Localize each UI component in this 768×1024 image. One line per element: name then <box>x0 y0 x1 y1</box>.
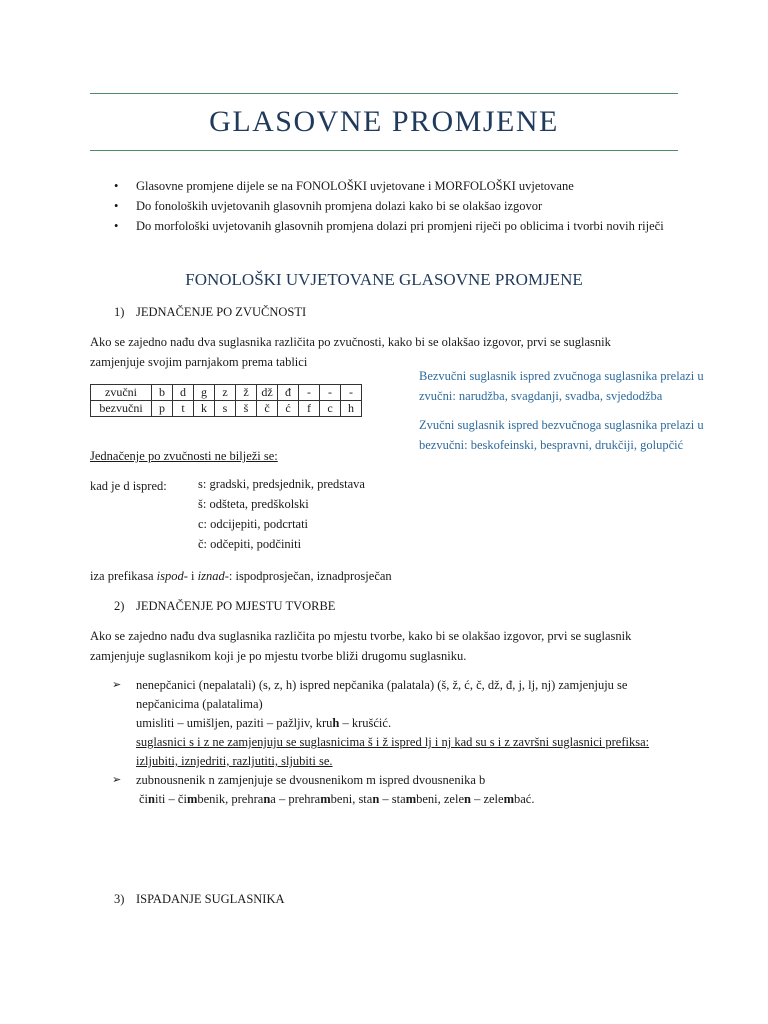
prefix-line: iza prefikasa ispod- i iznad-: ispodprosječan, iznadprosječan <box>90 569 392 583</box>
section-1-text-line-2: zamjenjuje svojim parnjakom prema tablici <box>90 355 308 369</box>
example-segment: či <box>139 792 149 806</box>
section-1-text-line-1: Ako se zajedno nađu dva suglasnika različita po zvučnosti, kako bi se olakšao izgovor, prvi se suglasnik <box>90 335 611 349</box>
example-segment: m <box>405 792 417 806</box>
section-2-heading: 2) JEDNAČENJE PO MJESTU TVORBE <box>114 599 336 613</box>
section-2-text-line-1: Ako se zajedno nađu dva suglasnika različita po mjestu tvorbe, kako bi se olakšao izgovor, prvi se suglasnik <box>90 629 632 643</box>
list-item: ➢ zubnousnenik n zamjenjuje se dvousnenikom m ispred dvousnenika b činiti – čimbenik, prehrana – prehrambeni, stan – stambeni, zelen – zelembać. <box>112 771 682 809</box>
section-heading: FONOLOŠKI UVJETOVANE GLASOVNE PROMJENE <box>185 270 583 289</box>
kad-item: š: odšteta, predškolski <box>198 497 309 511</box>
example-line: umisliti – umišljen, paziti – pažljiv, kruh – krušćić. <box>136 716 392 730</box>
bullet-icon: • <box>114 219 119 233</box>
bullet-icon: • <box>114 179 119 193</box>
example-segment: beni, zele <box>416 792 464 806</box>
section-3-heading: 3) ISPADANJE SUGLASNIKA <box>114 892 285 906</box>
list-item: ➢ nenepčanici (nepalatali) (s, z, h) ispred nepčanika (palatala) (š, ž, ć, č, dž, đ, j, lj, nj) zamjenjuju se nepčanicima (palatalima) umisliti – umišljen, paziti – pažljiv, kruh – krušćić. suglasnici s i z ne zamjenjuju se suglasnicima š i ž ispred lj i nj kad su s i z završni suglasnici prefiksa: izljubiti, iznjedriti, razljutiti, sljubiti se. <box>112 676 682 771</box>
section-1-heading: 1) JEDNAČENJE PO ZVUČNOSTI <box>114 305 307 319</box>
example-segment: beni, sta <box>330 792 373 806</box>
example-segment: m <box>503 792 514 806</box>
page-title: GLASOVNE PROMJENE <box>209 105 559 138</box>
exception-line-2: izljubiti, iznjedriti, razljutiti, sljubiti se. <box>136 754 333 768</box>
example-segment: n <box>148 792 155 806</box>
example-segment: n <box>263 792 271 806</box>
example-segment: m <box>186 792 198 806</box>
list-item: • Do fonoloških uvjetovanih glasovnih promjena dolazi kako bi se olakšao izgovor <box>112 196 672 216</box>
section-2-text-line-2: zamjenjuje suglasnikom koji je po mjestu tvorbe bliži drugomu suglasniku. <box>90 649 467 663</box>
voiced-to-voiceless-note-line-2: bezvučni: beskofeinski, bespravni, drukčiji, golupčić <box>419 438 684 452</box>
bullet-icon: • <box>114 199 119 213</box>
example-segment: benik, prehra <box>197 792 264 806</box>
intro-bullet-list <box>112 176 672 236</box>
example-segment: bać. <box>514 792 535 806</box>
title-bottom-rule <box>90 150 678 151</box>
voiceless-to-voiced-note-line-2: zvučni: narudžba, svagdanji, svadba, svjedodžba <box>419 389 663 403</box>
example-segment: iti – či <box>154 792 187 806</box>
example-segment: n <box>464 792 471 806</box>
not-written-heading: Jednačenje po zvučnosti ne bilježi se: <box>90 449 278 463</box>
example-segment: a – prehra <box>270 792 321 806</box>
top-rule <box>90 93 678 94</box>
voiced-to-voiceless-note-line-1: Zvučni suglasnik ispred bezvučnoga suglasnika prelazi u <box>419 418 704 432</box>
list-item: • Glasovne promjene dijele se na FONOLOŠKI uvjetovane i MORFOLOŠKI uvjetovane <box>112 176 672 196</box>
example-segment: m <box>320 792 331 806</box>
example-segment: n <box>372 792 380 806</box>
arrow-bullet-icon: ➢ <box>112 679 122 691</box>
example-segment: – zele <box>470 792 504 806</box>
kad-item: s: gradski, predsjednik, predstava <box>198 477 365 491</box>
voiceless-to-voiced-note-line-1: Bezvučni suglasnik ispred zvučnoga suglasnika prelazi u <box>419 369 704 383</box>
list-item: • Do morfološki uvjetovanih glasovnih promjena dolazi pri promjeni riječi po oblicima i tvorbi novih riječi <box>112 216 672 236</box>
exception-line-1: suglasnici s i z ne zamjenjuju se suglasnicima š i ž ispred lj i nj kad su s i z završni suglasnici prefiksa: <box>136 735 650 749</box>
arrow-bullet-icon: ➢ <box>112 774 122 786</box>
table-row-voiceless: bezvučni p t k s š č ć f c h <box>91 401 362 417</box>
kad-item: c: odcijepiti, podcrtati <box>198 517 309 531</box>
example-segment: – sta <box>379 792 406 806</box>
kad-item: č: odčepiti, podčiniti <box>198 537 302 551</box>
table-row-voiced: zvučni b d g z ž dž đ - - - <box>91 385 362 401</box>
example-line <box>136 790 682 809</box>
section-2-arrow-list <box>112 676 682 809</box>
voicing-table <box>90 384 362 417</box>
kad-label: kad je d ispred: <box>90 479 167 493</box>
